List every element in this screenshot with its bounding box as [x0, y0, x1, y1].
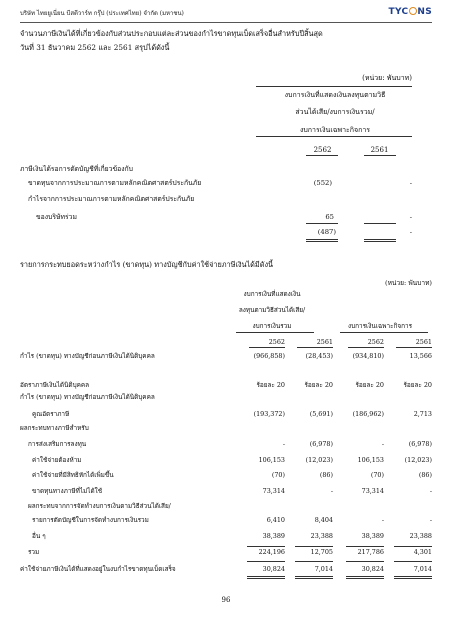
section2-cell: (86): [418, 471, 432, 479]
section2-year-rule: [297, 347, 333, 348]
section2-group1-header: งบการเงินที่แสดงเงิน: [243, 290, 301, 298]
section2-cell: ร้อยละ 20: [355, 381, 384, 389]
section1-header-rule: [256, 86, 412, 87]
section1-year-2561: 2561: [370, 146, 389, 154]
section2-sum-rule: [394, 578, 432, 579]
section2-sum-rule: [247, 576, 285, 577]
section2-cell: (5,691): [309, 410, 333, 418]
section2-cell: (966,858): [253, 352, 285, 360]
section2-cell: 2,713: [413, 410, 432, 418]
section2-row-label: คูณอัตราภาษี: [32, 410, 70, 418]
company-name: บริษัท ไทยยูเนี่ยน บีสตีวาร์ท กรุ๊ป (ประเทศไทย) จำกัด (มหาชน): [20, 10, 184, 17]
section1-row-label: ของบริษัทร่วม: [36, 213, 77, 221]
section2-group2-rule: [340, 332, 428, 333]
section2-row-label: รวม: [28, 548, 40, 556]
section2-cell: (86): [319, 471, 333, 479]
section1-total: -: [409, 228, 412, 236]
section1-total-rule: [306, 223, 338, 224]
section2-cell: 73,314: [361, 487, 384, 495]
section2-year-header: 2561: [415, 338, 432, 346]
section2-row-label: ค่าใช้จ่ายที่มีสิทธิหักได้เพิ่มขึ้น: [32, 471, 114, 479]
section2-cell: (70): [271, 471, 285, 479]
section2-row-label: ค่าใช้จ่ายภาษีเงินได้ที่แสดงอยู่ในงบกำไรขาดทุนเบ็ดเสร็จ: [20, 565, 176, 573]
section2-cell: (934,810): [352, 352, 384, 360]
section2-sum-rule: [346, 561, 384, 562]
section2-cell: 12,705: [310, 548, 333, 556]
section2-cell: ร้อยละ 20: [304, 381, 333, 389]
section1-header-line1: งบการเงินที่แสดงเงินลงทุนตามวิธี: [284, 91, 386, 99]
section2-sum-rule: [247, 546, 285, 547]
section2-cell: 23,388: [310, 532, 333, 540]
section2-sum-rule: [247, 561, 285, 562]
section2-cell: 38,389: [361, 532, 384, 540]
section2-cell: -: [429, 516, 432, 524]
section2-group1-header: ลงทุนตามวิธีส่วนได้เสีย/: [238, 306, 306, 314]
section2-row-label: กำไร (ขาดทุน) ทางบัญชีก่อนภาษีเงินได้นิติบุคคล: [20, 352, 155, 360]
section2-cell: (28,453): [305, 352, 333, 360]
section1-unit: (หน่วย: พันบาท): [362, 74, 412, 82]
page-header: [20, 7, 432, 21]
section1-double-rule: [306, 239, 338, 240]
section2-cell: 30,824: [361, 565, 384, 573]
section2-cell: 23,388: [409, 532, 432, 540]
section2-cell: 224,196: [258, 548, 285, 556]
page-number: 96: [221, 596, 231, 604]
section2-sum-rule: [394, 561, 432, 562]
section2-group2-header: งบการเงินเฉพาะกิจการ: [347, 322, 412, 330]
section2-row-label: อัตราภาษีเงินได้นิติบุคคล: [20, 381, 90, 389]
section2-row-label: ค่าใช้จ่ายต้องห้าม: [32, 456, 82, 464]
section2-cell: 6,410: [266, 516, 285, 524]
section1-value: 65: [325, 213, 334, 221]
section2-cell: 4,301: [413, 548, 432, 556]
section2-row-label: อื่น ๆ: [32, 532, 46, 540]
section2-cell: 7,014: [314, 565, 333, 573]
section2-cell: ร้อยละ 20: [403, 381, 432, 389]
section1-value: -: [409, 179, 412, 187]
section2-sum-rule: [394, 576, 432, 577]
section1-header-underline: [256, 136, 412, 137]
section1-double-rule: [306, 241, 338, 242]
section2-cell: (70): [370, 471, 384, 479]
section2-row-label: รายการตัดบัญชีในการจัดทำงบการเงินรวม: [32, 516, 149, 524]
section2-cell: (12,023): [305, 456, 333, 464]
section2-sum-rule: [394, 546, 432, 547]
section2-group1-header: งบการเงินรวม: [252, 322, 292, 330]
section2-cell: -: [381, 516, 384, 524]
section1-value: (552): [313, 179, 332, 187]
section1-value: -: [409, 213, 412, 221]
section2-year-rule: [249, 347, 285, 348]
section1-total: (487): [317, 228, 336, 236]
section1-row-label: ขาดทุนจากการประมาณการตามหลักคณิตศาสตร์ประกันภัย: [28, 179, 202, 187]
section1-year-rule: [364, 155, 396, 156]
section2-cell: (12,023): [404, 456, 432, 464]
section1-double-rule: [364, 239, 396, 240]
section1-header-line2: ส่วนได้เสีย/งบการเงินรวม/: [295, 108, 375, 116]
section2-cell: (6,978): [408, 440, 432, 448]
section2-row-label: ผลกระทบทางภาษีสำหรับ: [20, 424, 89, 432]
section1-row-label: ภาษีเงินได้รอการตัดบัญชีที่เกี่ยวข้องกับ: [20, 165, 133, 173]
section2-intro: รายการกระทบยอดระหว่างกำไร (ขาดทุน) ทางบัญชีกับค่าใช้จ่ายภาษีเงินได้มีดังนี้: [20, 260, 274, 269]
section2-year-rule: [348, 347, 384, 348]
section2-sum-rule: [247, 578, 285, 579]
section2-sum-rule: [295, 546, 333, 547]
section2-cell: 38,389: [262, 532, 285, 540]
section2-cell: (186,962): [352, 410, 384, 418]
section1-intro-line2: วันที่ 31 ธันวาคม 2562 และ 2561 สรุปได้ดังนี้: [20, 43, 170, 52]
section2-sum-rule: [295, 576, 333, 577]
section2-unit: (หน่วย: พันบาท): [385, 279, 432, 287]
section2-year-header: 2562: [367, 338, 384, 346]
section2-row-label: ผลกระทบจากการจัดทำงบการเงินตามวิธีส่วนได้เสีย/: [28, 502, 171, 510]
section2-cell: (6,978): [309, 440, 333, 448]
header-divider: [20, 22, 432, 23]
section2-cell: 106,153: [357, 456, 384, 464]
section2-cell: 73,314: [262, 487, 285, 495]
section2-cell: 30,824: [262, 565, 285, 573]
section2-sum-rule: [346, 578, 384, 579]
section2-cell: 8,404: [314, 516, 333, 524]
section2-cell: ร้อยละ 20: [256, 381, 285, 389]
section2-group1-rule: [236, 332, 314, 333]
section2-cell: -: [330, 487, 333, 495]
section2-cell: -: [429, 487, 432, 495]
section1-double-rule: [364, 241, 396, 242]
section2-cell: 106,153: [258, 456, 285, 464]
section2-sum-rule: [295, 561, 333, 562]
section1-year-rule: [306, 155, 338, 156]
section1-intro-line1: จำนวนภาษีเงินได้ที่เกี่ยวข้องกับส่วนประกอบแต่ละส่วนของกำไรขาดทุนเบ็ดเสร็จอื่นสำหรับปีสิ้นสุด: [20, 29, 323, 38]
section2-cell: -: [282, 440, 285, 448]
section2-row-label: กำไร (ขาดทุน) ทางบัญชีก่อนภาษีเงินได้นิติบุคคล: [20, 393, 155, 401]
section1-row-label: กำไรจากการประมาณการตามหลักคณิตศาสตร์ประกันภัย: [28, 195, 195, 203]
section2-sum-rule: [346, 576, 384, 577]
section2-sum-rule: [295, 578, 333, 579]
section2-cell: (193,372): [253, 410, 285, 418]
section2-sum-rule: [346, 546, 384, 547]
section1-total-rule: [364, 223, 396, 224]
company-logo: TYC NS: [388, 7, 432, 17]
section2-cell: 217,786: [357, 548, 384, 556]
section1-year-2562: 2562: [313, 146, 332, 154]
section2-cell: -: [381, 440, 384, 448]
section2-year-header: 2561: [316, 338, 333, 346]
section2-cell: 7,014: [413, 565, 432, 573]
section1-header-line3: งบการเงินเฉพาะกิจการ: [299, 126, 371, 134]
section2-row-label: ขาดทุนทางภาษีที่ไม่ได้ใช้: [32, 487, 103, 495]
section2-year-header: 2562: [268, 338, 285, 346]
section2-year-rule: [396, 347, 432, 348]
section2-row-label: การส่งเสริมการลงทุน: [28, 440, 87, 448]
section2-cell: 13,566: [409, 352, 432, 360]
